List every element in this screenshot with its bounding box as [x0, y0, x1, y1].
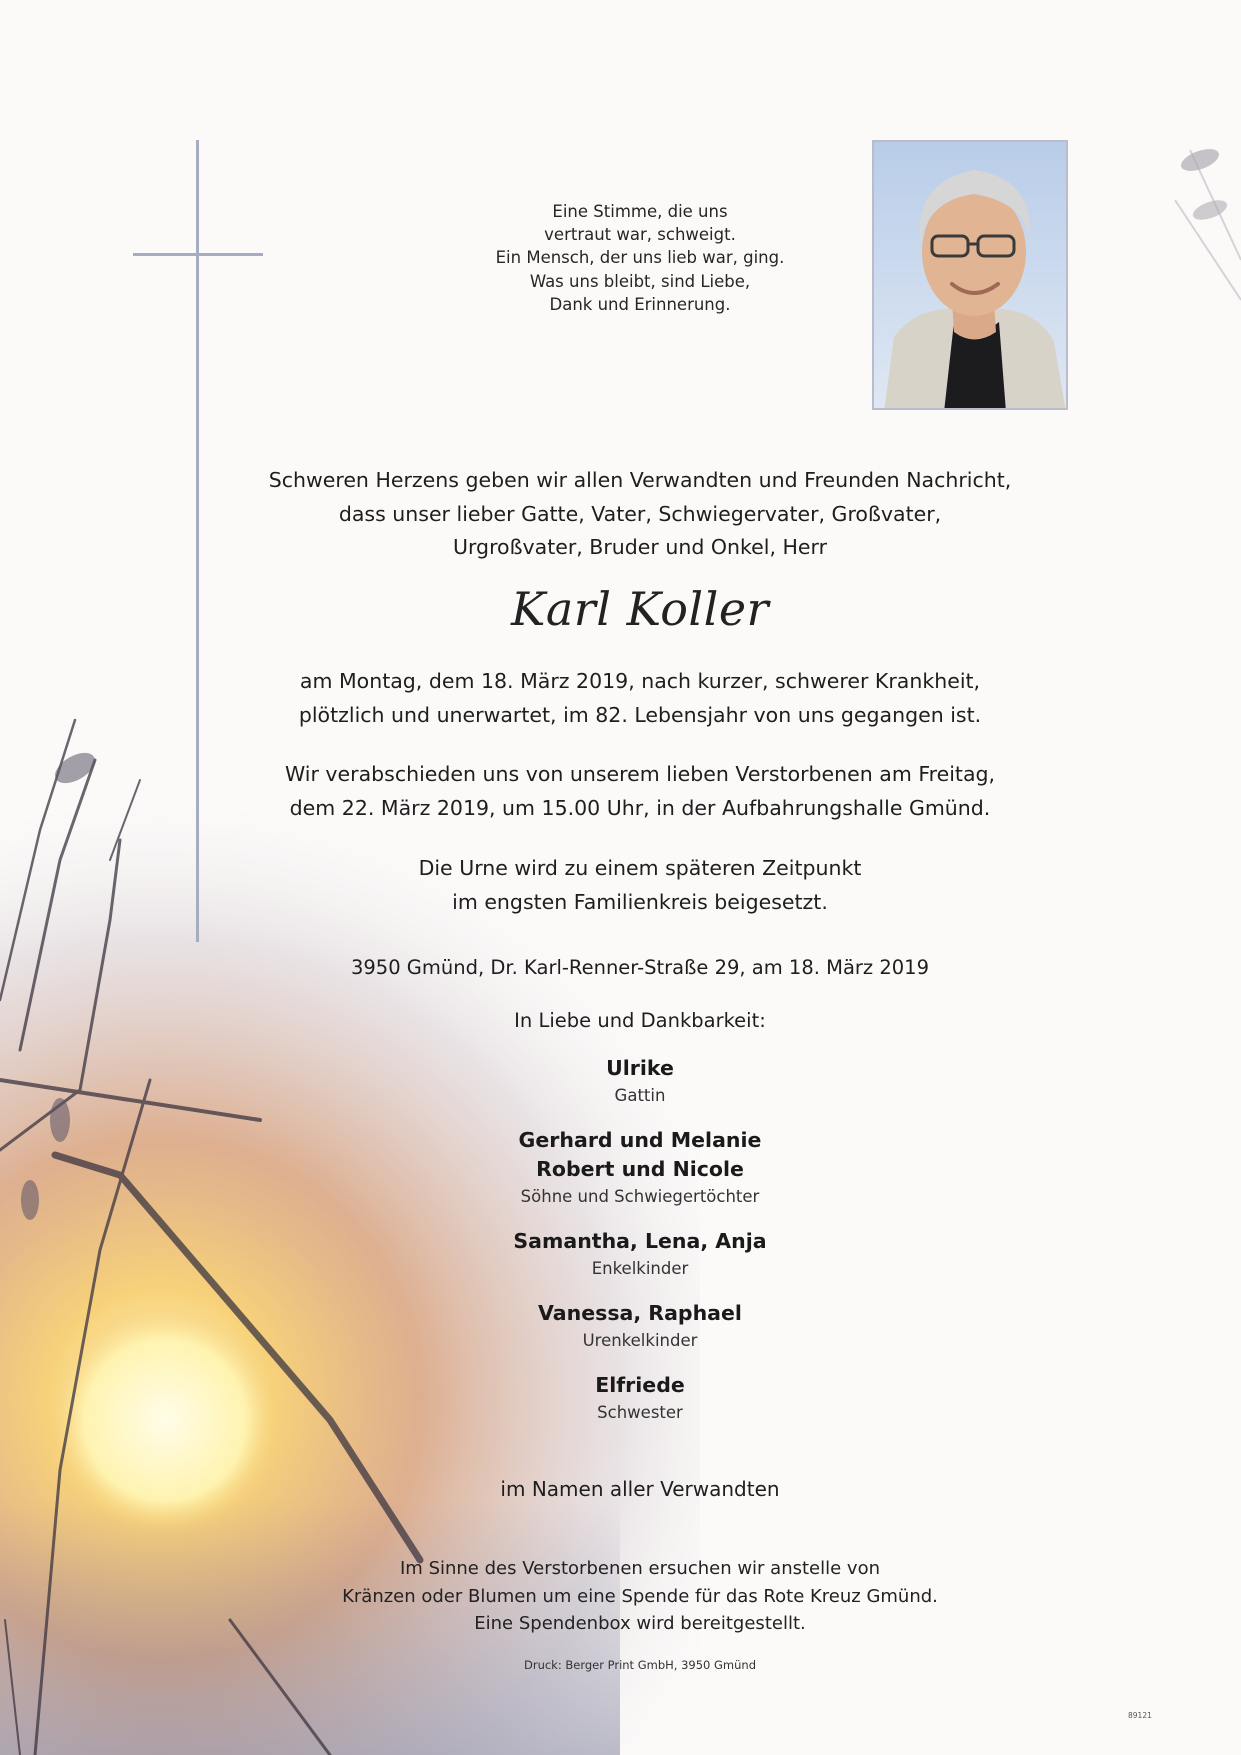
- mourner-group: [240, 1126, 1040, 1209]
- mourner-names: Vanessa, Raphael: [538, 1301, 742, 1325]
- poem-line: Ein Mensch, der uns lieb war, ging.: [495, 248, 785, 268]
- mourner-relation: Söhne und Schwiegertöchter: [520, 1187, 760, 1206]
- poem-line: Eine Stimme, die uns: [552, 202, 728, 221]
- memorial-cross: [196, 140, 199, 942]
- urn-notice: [240, 851, 1040, 919]
- mourners-list: [240, 1054, 1040, 1443]
- intro-line: Schweren Herzens geben wir allen Verwandten und Freunden Nachricht,: [268, 468, 1012, 492]
- mourner-group: [240, 1227, 1040, 1281]
- closing-line: im Namen aller Verwandten: [500, 1477, 780, 1501]
- announcement-intro: [240, 464, 1040, 565]
- poem-line: vertraut war, schweigt.: [544, 225, 736, 245]
- farewell-line: Wir verabschieden uns von unserem lieben Verstorbenen am Freitag,: [284, 762, 996, 786]
- mourner-relation: Enkelkinder: [591, 1259, 689, 1278]
- poem-line: Dank und Erinnerung.: [549, 294, 731, 314]
- mourner-names: Samantha, Lena, Anja: [513, 1229, 767, 1253]
- mourner-names: Elfriede: [595, 1373, 685, 1397]
- printer-imprint: Druck: Berger Print GmbH, 3950 Gmünd: [523, 1658, 757, 1672]
- poem-line: Was uns bleibt, sind Liebe,: [529, 271, 751, 291]
- mourner-names: Robert und Nicole: [536, 1157, 744, 1181]
- farewell-line: dem 22. März 2019, um 15.00 Uhr, in der Aufbahrungshalle Gmünd.: [289, 796, 991, 820]
- mourner-group: [240, 1299, 1040, 1353]
- mourner-group: [240, 1371, 1040, 1425]
- death-line: am Montag, dem 18. März 2019, nach kurzer, schwerer Krankheit,: [299, 669, 981, 693]
- donation-line: Eine Spendenbox wird bereitgestellt.: [474, 1613, 806, 1634]
- mourner-relation: Urenkelkinder: [582, 1331, 698, 1350]
- address-date-line: 3950 Gmünd, Dr. Karl-Renner-Straße 29, am 18. März 2019: [350, 956, 929, 979]
- deceased-name: Karl Koller: [510, 582, 770, 636]
- intro-line: dass unser lieber Gatte, Vater, Schwiegervater, Großvater,: [338, 501, 942, 526]
- mourner-group: [240, 1054, 1040, 1108]
- farewell-info: [240, 757, 1040, 825]
- urn-line: im engsten Familienkreis beigesetzt.: [452, 890, 828, 914]
- death-line: plötzlich und unerwartet, im 82. Lebensjahr von uns gegangen ist.: [298, 703, 982, 727]
- mourner-names: Gerhard und Melanie: [518, 1128, 762, 1152]
- reference-number: 89121: [1128, 1711, 1152, 1720]
- urn-line: Die Urne wird zu einem späteren Zeitpunkt: [418, 856, 862, 880]
- death-notice: [240, 664, 1040, 732]
- donation-request: [240, 1555, 1040, 1638]
- mourner-names: Ulrike: [606, 1056, 674, 1080]
- donation-line: Im Sinne des Verstorbenen ersuchen wir anstelle von: [400, 1558, 880, 1579]
- donation-line: Kränzen oder Blumen um eine Spende für das Rote Kreuz Gmünd.: [342, 1585, 938, 1607]
- thanks-line: In Liebe und Dankbarkeit:: [514, 1009, 766, 1032]
- mourner-relation: Schwester: [597, 1403, 683, 1422]
- intro-line: Urgroßvater, Bruder und Onkel, Herr: [452, 535, 828, 559]
- memorial-poem: [240, 200, 1040, 316]
- mourner-relation: Gattin: [614, 1086, 666, 1105]
